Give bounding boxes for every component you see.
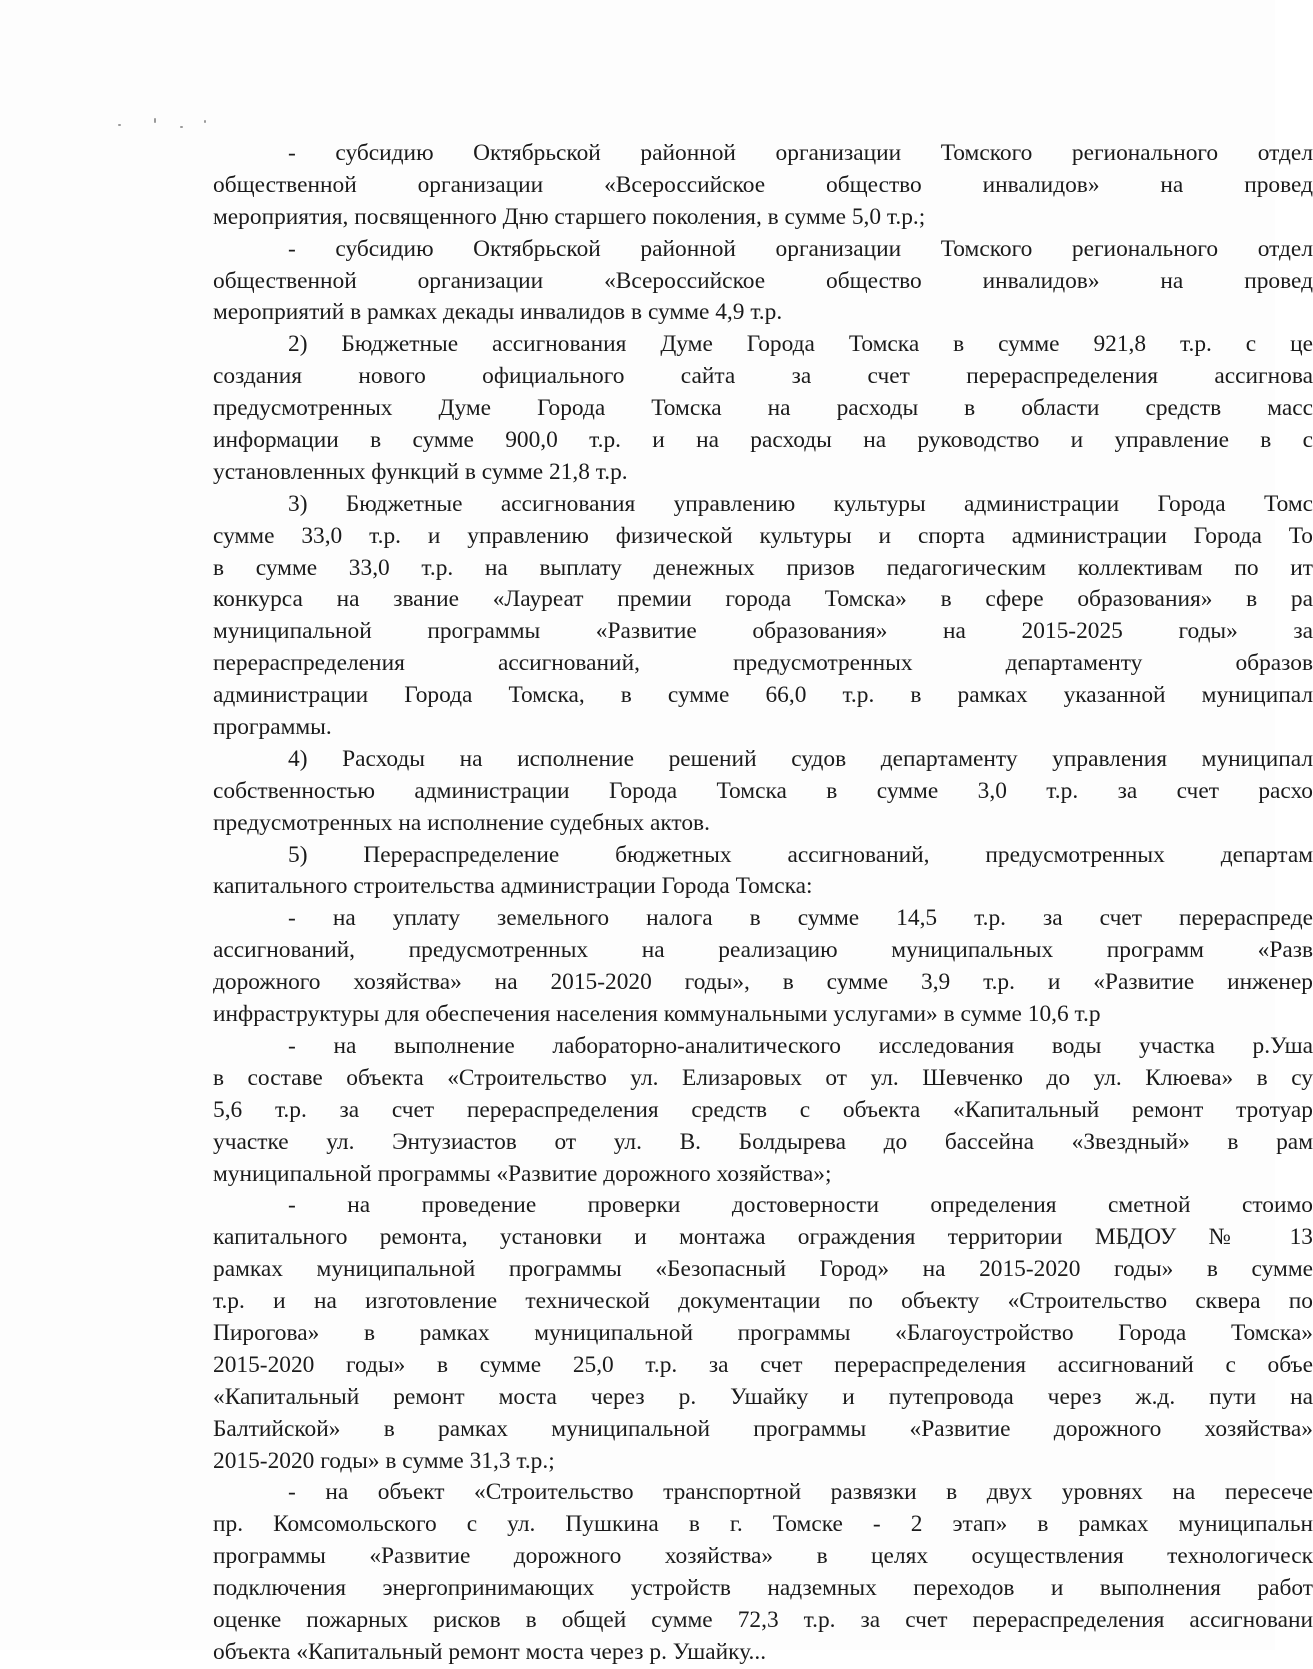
text-line: Пирогова» в рамках муниципальной программы «Благоустройство Города Томска»	[213, 1319, 1313, 1346]
text-line: участке ул. Энтузиастов от ул. В. Болдырева до бассейна «Звездный» в рам	[213, 1128, 1313, 1155]
text-line: - на выполнение лабораторно-аналитического исследования воды участка р.Уша	[288, 1032, 1313, 1059]
text-line: оценке пожарных рисков в общей сумме 72,3 т.р. за счет перераспределения ассигновани	[213, 1606, 1313, 1633]
text-line: капитального строительства администрации Города Томска:	[213, 873, 813, 900]
text-line: 2015-2020 годы» в сумме 31,3 т.р.;	[213, 1447, 555, 1474]
text-line: рамках муниципальной программы «Безопасный Город» на 2015-2020 годы» в сумме	[213, 1256, 1313, 1283]
text-line: мероприятия, посвященного Дню старшего поколения, в сумме 5,0 т.р.;	[213, 203, 926, 230]
paragraph	[213, 1477, 1313, 1668]
text-line: в составе объекта «Строительство ул. Елизаровых от ул. Шевченко до ул. Клюева» в су	[213, 1064, 1313, 1091]
text-line: - субсидию Октябрьской районной организации Томского регионального отдел	[288, 140, 1313, 166]
text-line: - на проведение проверки достоверности определения сметной стоимо	[288, 1192, 1313, 1219]
paragraph	[213, 903, 1313, 1031]
paragraph	[213, 489, 1313, 744]
text-line: 2) Бюджетные ассигнования Думе Города Томска в сумме 921,8 т.р. с це	[288, 331, 1313, 358]
text-line: 5) Перераспределение бюджетных ассигнований, предусмотренных департам	[288, 841, 1313, 868]
paragraph	[213, 744, 1313, 840]
text-line: «Капитальный ремонт моста через р. Ушайку и путепровода через ж.д. пути на	[213, 1383, 1313, 1410]
text-line: - на объект «Строительство транспортной развязки в двух уровнях на пересече	[288, 1479, 1313, 1506]
text-line: дорожного хозяйства» на 2015-2020 годы», в сумме 3,9 т.р. и «Развитие инженер	[213, 969, 1313, 996]
text-line: создания нового официального сайта за счет перераспределения ассигнова	[213, 363, 1313, 390]
text-line: муниципальной программы «Развитие образования» на 2015-2025 годы» за	[213, 618, 1313, 645]
paragraph	[213, 840, 1313, 904]
text-line: администрации Города Томска, в сумме 66,0 т.р. в рамках указанной муниципал	[213, 682, 1313, 709]
text-line: общественной организации «Всероссийское общество инвалидов» на провед	[213, 171, 1313, 198]
text-line: ассигнований, предусмотренных на реализацию муниципальных программ «Разв	[213, 937, 1313, 964]
text-line: 2015-2020 годы» в сумме 25,0 т.р. за счет перераспределения ассигнований с объе	[213, 1351, 1313, 1378]
text-line: собственностью администрации Города Томска в сумме 3,0 т.р. за счет расхо	[213, 777, 1313, 804]
text-line: программы.	[213, 714, 332, 741]
text-line: капитального ремонта, установки и монтажа ограждения территории МБДОУ № 13	[213, 1224, 1313, 1251]
text-line: общественной организации «Всероссийское общество инвалидов» на провед	[213, 267, 1313, 294]
text-line: информации в сумме 900,0 т.р. и на расходы на руководство и управление в с	[213, 427, 1313, 454]
text-line: предусмотренных на исполнение судебных актов.	[213, 809, 710, 836]
text-line: объекта «Капитальный ремонт моста через р. Ушайку...	[213, 1638, 767, 1665]
text-line: муниципальной программы «Развитие дорожного хозяйства»;	[213, 1160, 832, 1187]
text-line: конкурса на звание «Лауреат премии города Томска» в сфере образования» в ра	[213, 586, 1313, 613]
text-line: перераспределения ассигнований, предусмотренных департаменту образов	[213, 650, 1313, 677]
text-line: - субсидию Октябрьской районной организации Томского регионального отдел	[288, 235, 1313, 262]
paragraph	[213, 1031, 1313, 1190]
text-line: в сумме 33,0 т.р. на выплату денежных призов педагогическим коллективам по ит	[213, 554, 1313, 581]
text-line: предусмотренных Думе Города Томска на расходы в области средств масс	[213, 395, 1313, 422]
text-line: мероприятий в рамках декады инвалидов в сумме 4,9 т.р.	[213, 299, 783, 326]
paragraph	[213, 138, 1313, 234]
text-line: пр. Комсомольского с ул. Пушкина в г. Томске - 2 этап» в рамках муниципальн	[213, 1511, 1313, 1538]
document-body	[213, 138, 1313, 1669]
text-line: т.р. и на изготовление технической документации по объекту «Строительство сквера по	[213, 1288, 1313, 1315]
text-line: программы «Развитие дорожного хозяйства» в целях осуществления технологическ	[213, 1543, 1313, 1570]
text-line: инфраструктуры для обеспечения населения коммунальными услугами» в сумме 10,6 т.р	[213, 1001, 1101, 1028]
text-line: Балтийской» в рамках муниципальной программы «Развитие дорожного хозяйства»	[213, 1415, 1313, 1442]
text-line: 4) Расходы на исполнение решений судов департаменту управления муниципал	[288, 745, 1313, 772]
text-line: - на уплату земельного налога в сумме 14,5 т.р. за счет перераспреде	[288, 905, 1313, 932]
text-line: 3) Бюджетные ассигнования управлению культуры администрации Города Томс	[288, 490, 1313, 517]
text-line: установленных функций в сумме 21,8 т.р.	[213, 458, 628, 485]
text-line: сумме 33,0 т.р. и управлению физической культуры и спорта администрации Города То	[213, 522, 1313, 549]
paragraph	[213, 329, 1313, 488]
paragraph	[213, 1190, 1313, 1477]
paragraph	[213, 234, 1313, 330]
text-line: 5,6 т.р. за счет перераспределения средств с объекта «Капитальный ремонт тротуар	[213, 1096, 1313, 1123]
scan-specks	[118, 118, 228, 134]
text-line: подключения энергопринимающих устройств надземных переходов и выполнения работ	[213, 1575, 1313, 1602]
